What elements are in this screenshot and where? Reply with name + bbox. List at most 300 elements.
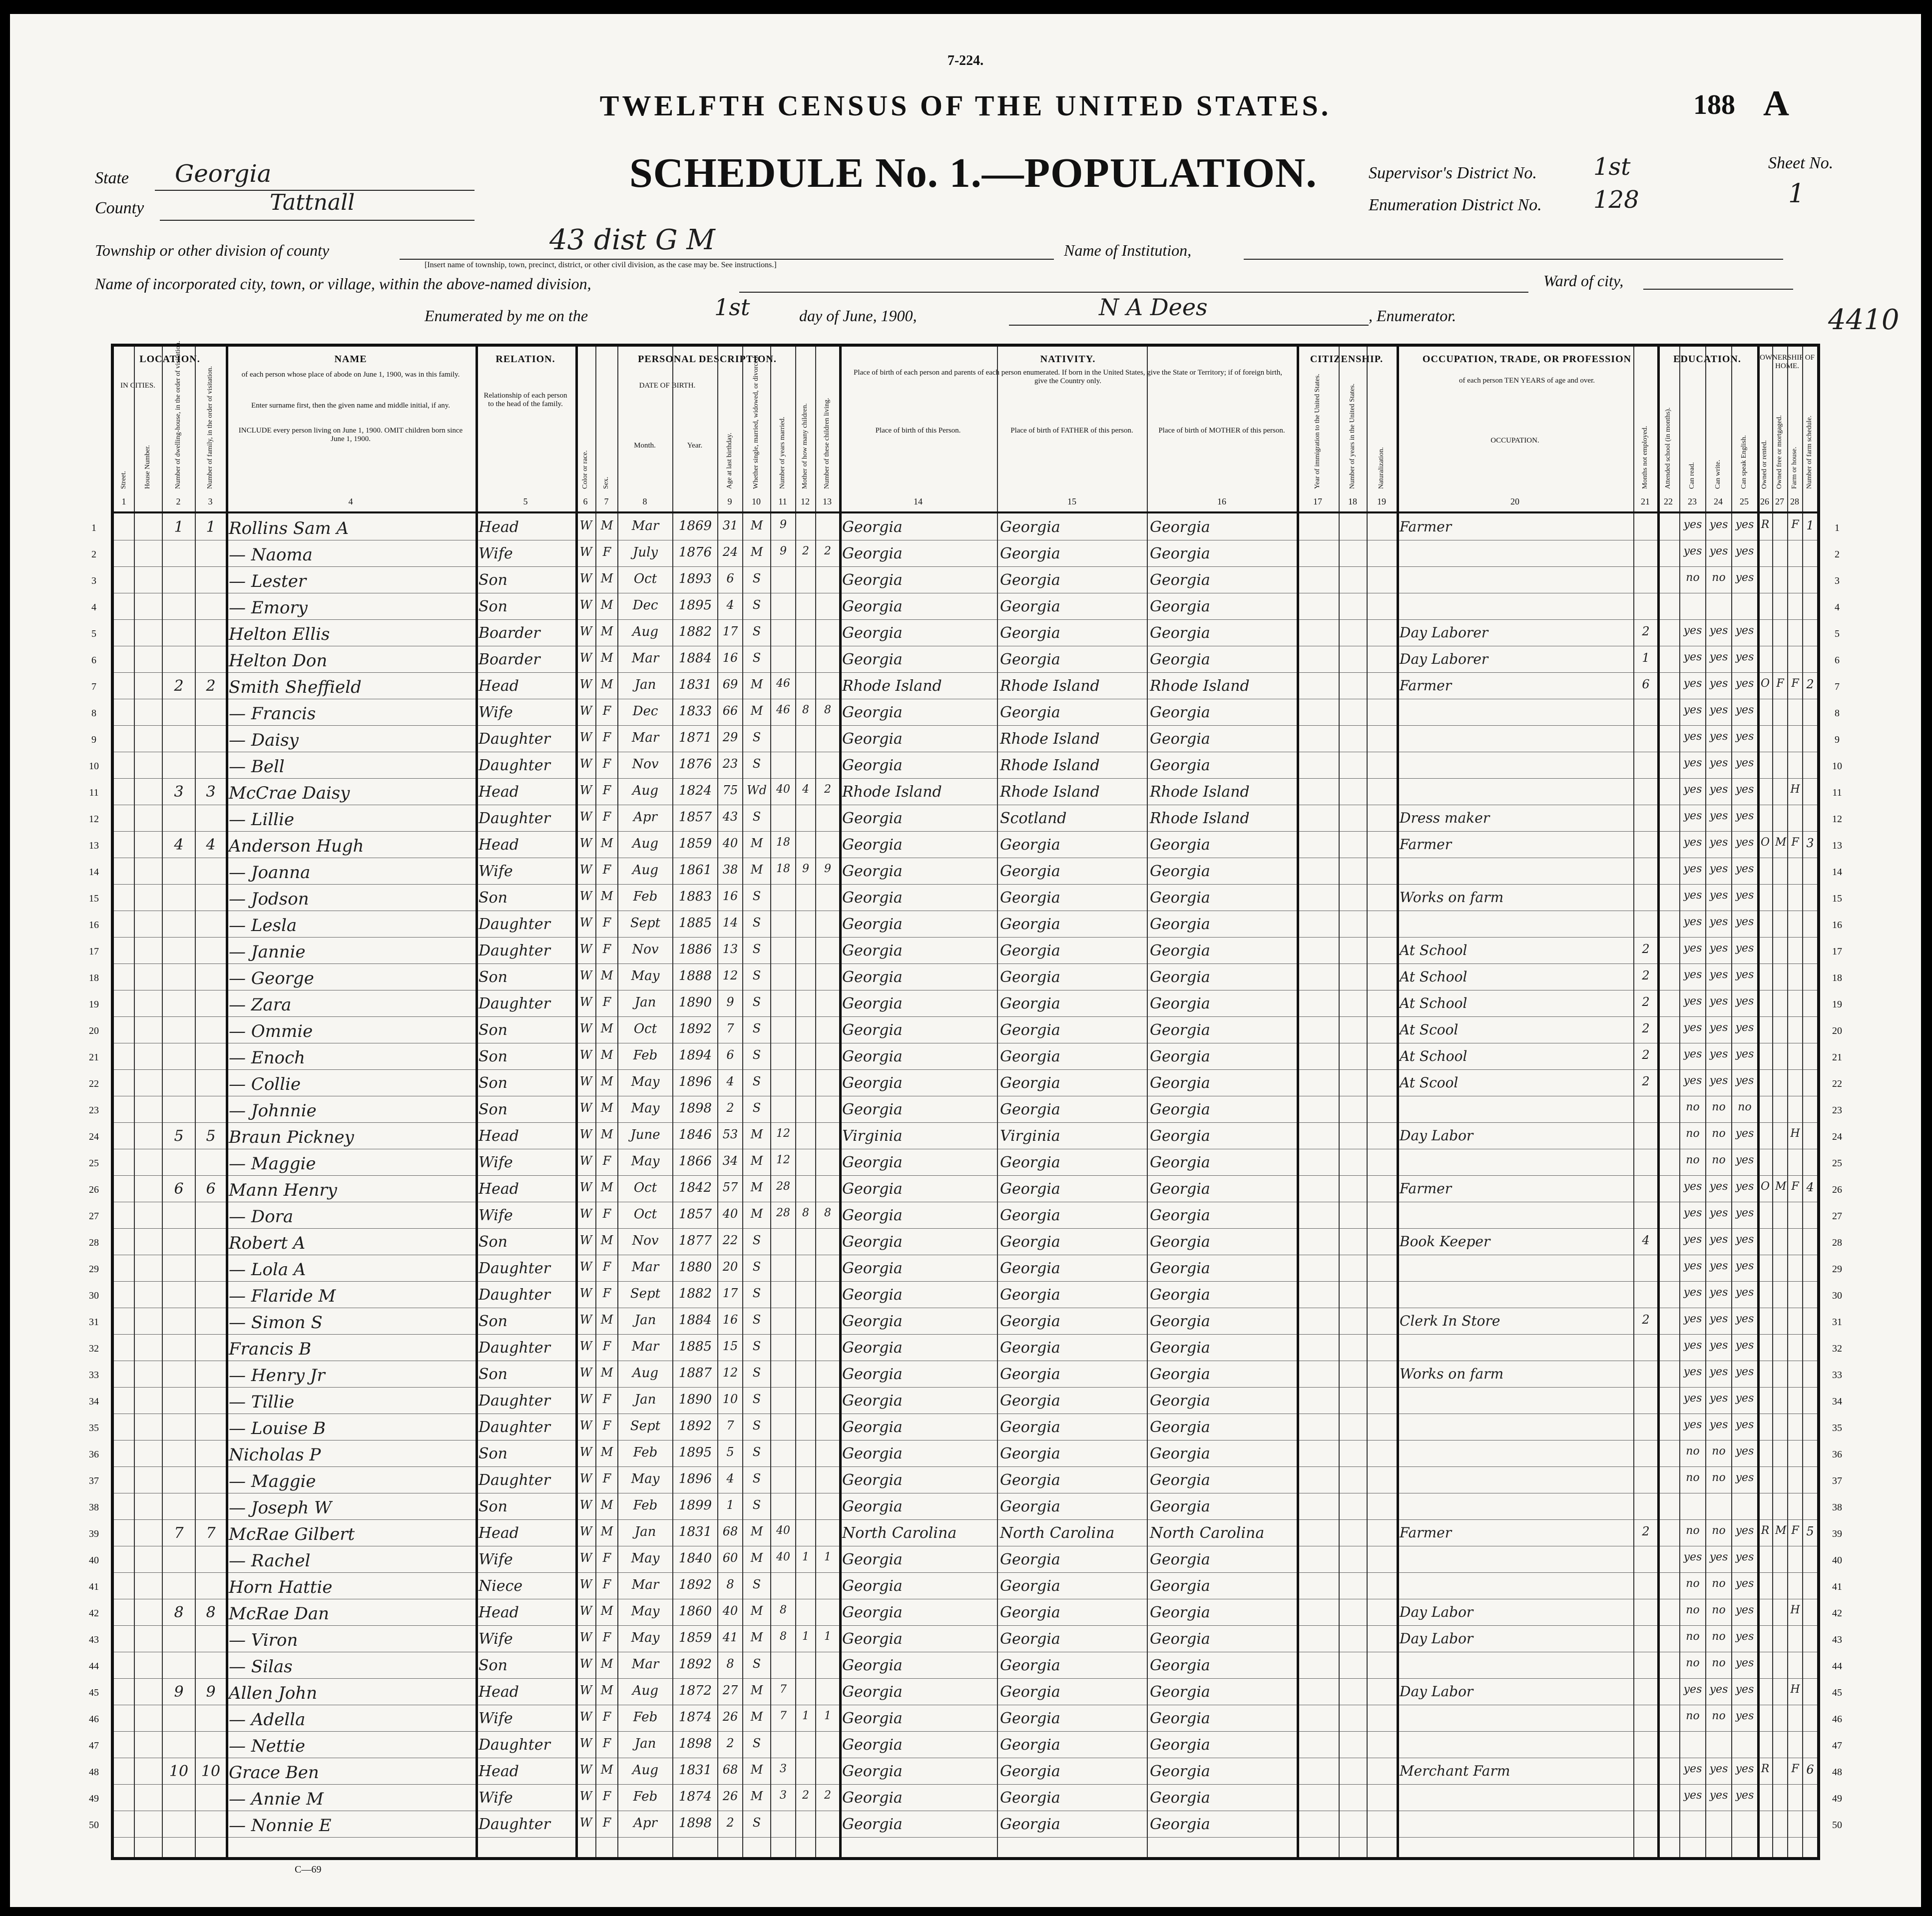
cell-pobm: Georgia (1150, 518, 1210, 536)
cell-name: — Silas (229, 1657, 293, 1677)
cell-relation: Son (479, 968, 507, 986)
cell-color: W (579, 1154, 592, 1168)
header-birth-mother: Place of birth of MOTHER of this person. (1158, 427, 1285, 435)
cell-pobf: Georgia (1000, 518, 1060, 536)
cell-ym: 9 (780, 518, 787, 531)
cell-write: yes (1709, 995, 1728, 1007)
cell-marital: S (752, 624, 761, 638)
cell-sex: M (600, 1233, 613, 1247)
cell-age: 38 (722, 863, 738, 877)
cell-cl: 2 (824, 1789, 831, 1802)
cell-name: — Lola A (229, 1260, 306, 1280)
column-rule (1339, 347, 1340, 1857)
line-number: 9 (91, 734, 96, 745)
cell-pob: Virginia (842, 1127, 903, 1145)
cell-pobf: Georgia (1000, 1313, 1060, 1330)
cell-mc: 9 (802, 863, 809, 875)
column-rule (1679, 347, 1680, 1857)
line-number-right: 3 (1835, 575, 1840, 586)
form-code: C—69 (295, 1864, 322, 1875)
cell-pobf: Georgia (1000, 1180, 1060, 1198)
cell-marital: S (752, 1339, 761, 1353)
cell-year: 1857 (678, 810, 712, 825)
column-rule (839, 347, 842, 1857)
cell-pob: Georgia (842, 1551, 903, 1568)
cell-year: 1890 (678, 995, 712, 1010)
header-immig-label: Year of immigration to the United States. (1314, 374, 1321, 489)
cell-age: 24 (722, 545, 738, 559)
cell-month: May (631, 1630, 660, 1645)
cell-free: F (1776, 677, 1784, 690)
line-number-right: 50 (1832, 1820, 1842, 1831)
column-rule (997, 347, 998, 1857)
line-number-right: 5 (1835, 628, 1840, 639)
cell-color: W (579, 1471, 592, 1485)
column-rule (1633, 347, 1634, 1857)
ward-label: Ward of city, (1543, 272, 1624, 290)
cell-pob: Georgia (842, 968, 903, 986)
cell-color: W (579, 1445, 592, 1459)
row-rule (114, 1731, 1817, 1732)
cell-marital: S (752, 730, 761, 744)
cell-eng: yes (1735, 863, 1754, 875)
cell-pob: Georgia (842, 1683, 903, 1701)
cell-relation: Wife (479, 863, 513, 880)
cell-name: — Zara (229, 995, 292, 1015)
cell-pobf: Georgia (1000, 704, 1060, 721)
cell-write: no (1712, 571, 1726, 584)
cell-year: 1898 (678, 1816, 712, 1831)
supervisor-label: Supervisor's District No. (1369, 164, 1537, 182)
cell-month: Mar (631, 651, 659, 666)
cell-pobf: Georgia (1000, 1260, 1060, 1277)
line-number-right: 41 (1832, 1581, 1842, 1592)
cell-pobf: Georgia (1000, 1154, 1060, 1171)
row-rule (114, 884, 1817, 885)
cell-pobf: Georgia (1000, 571, 1060, 589)
cell-relation: Daughter (479, 1471, 550, 1489)
cell-relation: Wife (479, 545, 513, 562)
cell-sex: M (600, 836, 613, 850)
cell-month: May (631, 1604, 660, 1619)
ward-underline (1643, 289, 1793, 290)
cell-sex: F (602, 1577, 611, 1591)
cell-occ: Day Labor (1400, 1630, 1473, 1647)
cell-eng: yes (1735, 1233, 1754, 1246)
cell-eng: yes (1735, 1419, 1754, 1431)
row-rule (114, 1122, 1817, 1123)
schedule-title: SCHEDULE No. 1.—POPULATION. (629, 150, 1317, 196)
cell-read: yes (1683, 545, 1702, 557)
cell-age: 4 (726, 1471, 734, 1485)
cell-color: W (579, 545, 592, 559)
cell-age: 43 (722, 810, 738, 824)
cell-year: 1866 (678, 1154, 712, 1169)
cell-relation: Head (479, 1524, 519, 1542)
cell-name: — Henry Jr (229, 1366, 325, 1386)
cell-pobm: Georgia (1150, 1816, 1210, 1833)
row-rule (114, 1387, 1817, 1388)
cell-pobf: Georgia (1000, 1551, 1060, 1568)
cell-eng: yes (1735, 757, 1754, 769)
cell-write: yes (1709, 1207, 1728, 1219)
cell-pobm: Georgia (1150, 1445, 1210, 1462)
cell-family: 10 (201, 1763, 221, 1780)
cell-month: Nov (632, 757, 659, 772)
cell-relation: Son (479, 1021, 507, 1039)
cell-eng: yes (1735, 1313, 1754, 1325)
cell-pobm: Georgia (1150, 1339, 1210, 1357)
line-number-right: 26 (1832, 1184, 1842, 1195)
cell-year: 1874 (678, 1710, 712, 1725)
header-sched-label: Number of farm schedule. (1806, 416, 1813, 489)
cell-eng: yes (1735, 1366, 1754, 1378)
cell-age: 7 (726, 1021, 734, 1035)
cell-color: W (579, 518, 592, 532)
cell-eng: yes (1735, 995, 1754, 1007)
cell-relation: Son (479, 1101, 507, 1118)
cell-month: Jan (634, 1392, 656, 1407)
cell-month: Jan (634, 677, 656, 692)
cell-mc: 2 (802, 545, 809, 557)
column-number: 17 (1313, 496, 1322, 506)
column-number: 20 (1510, 496, 1519, 506)
cell-age: 29 (722, 730, 738, 744)
cell-relation: Head (479, 677, 519, 695)
population-grid (89, 341, 1842, 1860)
cell-sex: F (602, 1260, 611, 1274)
cell-name: — Enoch (229, 1048, 305, 1068)
cell-age: 34 (722, 1154, 738, 1168)
cell-name: — Nettie (229, 1736, 305, 1756)
cell-year: 1896 (678, 1074, 712, 1089)
cell-marital: S (752, 1313, 761, 1327)
cell-relation: Daughter (479, 1339, 550, 1357)
cell-relation: Daughter (479, 1736, 550, 1754)
cell-occ: Day Labor (1400, 1127, 1473, 1144)
cell-ym: 8 (780, 1604, 787, 1616)
header-personal: PERSONAL DESCRIPTION. (638, 354, 777, 365)
cell-sex: F (602, 545, 611, 559)
cell-farm: F (1791, 1180, 1799, 1193)
cell-eng: yes (1735, 518, 1754, 531)
cell-age: 66 (722, 704, 738, 718)
cell-pobm: Georgia (1150, 1313, 1210, 1330)
cell-sex: M (600, 677, 613, 691)
cell-cl: 1 (824, 1710, 831, 1722)
cell-marital: M (750, 677, 763, 691)
cell-year: 1880 (678, 1260, 712, 1275)
cell-pobm: Rhode Island (1150, 783, 1250, 801)
cell-pob: Rhode Island (842, 677, 942, 695)
cell-year: 1872 (678, 1683, 712, 1698)
cell-pob: Georgia (842, 651, 903, 668)
column-rule (195, 347, 196, 1857)
cell-marital: M (750, 1207, 763, 1221)
cell-name: — Lester (229, 571, 306, 591)
column-number: 23 (1688, 496, 1697, 506)
cell-year: 1883 (678, 889, 712, 904)
cell-month: Aug (632, 1763, 659, 1778)
cell-year: 1857 (678, 1207, 712, 1222)
column-number: 16 (1217, 496, 1226, 506)
row-rule (114, 1572, 1817, 1573)
cell-marital: M (750, 1630, 763, 1644)
cell-color: W (579, 1736, 592, 1750)
line-number-right: 25 (1832, 1158, 1842, 1169)
cell-sex: M (600, 571, 613, 585)
cell-read: yes (1683, 1419, 1702, 1431)
enumeration-label: Enumeration District No. (1369, 196, 1542, 214)
cell-year: 1876 (678, 757, 712, 772)
cell-mc: 8 (802, 704, 809, 716)
line-number: 32 (89, 1343, 99, 1354)
cell-read: no (1686, 1101, 1700, 1113)
enumerator-name: N A Dees (1099, 294, 1208, 321)
column-rule (1757, 347, 1760, 1857)
cell-relation: Head (479, 1180, 519, 1198)
cell-sex: F (602, 995, 611, 1009)
line-number-right: 9 (1835, 734, 1840, 745)
cell-name: — Simon S (229, 1313, 323, 1333)
cell-year: 1874 (678, 1789, 712, 1804)
cell-read: no (1686, 1154, 1700, 1166)
line-number-right: 6 (1835, 655, 1840, 666)
cell-eng: yes (1735, 836, 1754, 849)
header-in-cities: IN CITIES. (120, 382, 155, 390)
cell-read: yes (1683, 1048, 1702, 1060)
cell-read: no (1686, 1657, 1700, 1669)
header-street-label: Street. (120, 471, 127, 489)
line-number: 39 (89, 1528, 99, 1539)
cell-pobm: Georgia (1150, 836, 1210, 854)
cell-dwelling: 10 (169, 1763, 189, 1780)
cell-month: Aug (632, 1366, 659, 1381)
line-number: 23 (89, 1105, 99, 1116)
column-rule (770, 347, 771, 1857)
cell-pobm: Georgia (1150, 889, 1210, 907)
cell-sex: M (600, 1313, 613, 1327)
column-number: 3 (208, 496, 213, 506)
cell-read: yes (1683, 624, 1702, 637)
cell-year: 1861 (678, 863, 712, 878)
cell-month: May (631, 1471, 660, 1486)
cell-color: W (579, 942, 592, 956)
row-rule (114, 937, 1817, 938)
cell-pobm: Georgia (1150, 942, 1210, 959)
cell-name: Anderson Hugh (229, 836, 364, 856)
cell-pob: Georgia (842, 1736, 903, 1754)
cell-pobm: Georgia (1150, 1154, 1210, 1171)
cell-month: May (631, 1154, 660, 1169)
cell-pob: Georgia (842, 730, 903, 748)
header-natur-label: Naturalization. (1378, 447, 1385, 489)
cell-eng: yes (1735, 1683, 1754, 1696)
line-number-right: 37 (1832, 1475, 1842, 1486)
cell-pobf: Georgia (1000, 1471, 1060, 1489)
cell-pobm: Rhode Island (1150, 677, 1250, 695)
cell-age: 20 (722, 1260, 738, 1274)
cell-pobm: Georgia (1150, 1392, 1210, 1410)
cell-eng: yes (1735, 1657, 1754, 1669)
cell-color: W (579, 1816, 592, 1830)
cell-year: 1898 (678, 1101, 712, 1116)
cell-month: Mar (631, 1339, 659, 1354)
cell-read: yes (1683, 651, 1702, 663)
cell-year: 1882 (678, 624, 712, 639)
cell-color: W (579, 995, 592, 1009)
cell-name: Helton Ellis (229, 624, 330, 644)
cell-year: 1871 (678, 730, 712, 745)
cell-color: W (579, 757, 592, 771)
line-number-right: 32 (1832, 1343, 1842, 1354)
cell-mc: 8 (802, 1207, 809, 1219)
cell-month: May (631, 1551, 660, 1566)
cell-month: Dec (632, 598, 658, 613)
column-rule (1787, 347, 1788, 1857)
header-ownership: OWNERSHIP OF HOME. (1760, 354, 1815, 370)
cell-age: 17 (722, 1286, 738, 1300)
cell-ym: 40 (776, 783, 790, 796)
enumerated-middle: day of June, 1900, (799, 307, 917, 325)
cell-color: W (579, 968, 592, 982)
column-rule (1397, 347, 1399, 1857)
census-title: TWELFTH CENSUS OF THE UNITED STATES. (599, 89, 1332, 122)
cell-pobm: Georgia (1150, 1260, 1210, 1277)
cell-age: 1 (726, 1498, 734, 1512)
cell-sex: M (600, 651, 613, 665)
column-rule (617, 347, 618, 1857)
cell-relation: Boarder (479, 651, 540, 668)
column-number: 18 (1348, 496, 1357, 506)
column-rule (226, 347, 228, 1857)
cell-name: Helton Don (229, 651, 328, 671)
column-number: 5 (523, 496, 528, 506)
cell-relation: Wife (479, 1154, 513, 1171)
line-number: 49 (89, 1793, 99, 1804)
cell-write: no (1712, 1127, 1726, 1140)
cell-color: W (579, 1763, 592, 1777)
cell-relation: Daughter (479, 942, 550, 959)
cell-read: yes (1683, 704, 1702, 716)
cell-color: W (579, 598, 592, 612)
column-number: 21 (1641, 496, 1650, 506)
line-number: 36 (89, 1449, 99, 1460)
cell-name: — Johnnie (229, 1101, 317, 1121)
cell-occ: Day Laborer (1400, 651, 1488, 667)
cell-pobf: Georgia (1000, 889, 1060, 907)
line-number: 40 (89, 1555, 99, 1566)
cell-family: 2 (206, 677, 216, 695)
cell-sched: 4 (1806, 1180, 1814, 1194)
cell-year: 1876 (678, 545, 712, 560)
cell-pob: Georgia (842, 1816, 903, 1833)
cell-name: — Emory (229, 598, 308, 618)
cell-pobm: Georgia (1150, 1577, 1210, 1595)
line-number: 17 (89, 946, 99, 957)
line-number-right: 17 (1832, 946, 1842, 957)
cell-relation: Head (479, 1604, 519, 1621)
cell-write: yes (1709, 1419, 1728, 1431)
cell-marital: S (752, 1816, 761, 1830)
cell-name: — Daisy (229, 730, 299, 750)
cell-marital: M (750, 704, 763, 718)
cell-own: R (1761, 1763, 1770, 1775)
cell-pob: Rhode Island (842, 783, 942, 801)
cell-read: yes (1683, 1683, 1702, 1696)
cell-read: yes (1683, 916, 1702, 928)
cell-month: Aug (632, 624, 659, 639)
cell-relation: Son (479, 571, 507, 589)
cell-sex: F (602, 1551, 611, 1565)
cell-color: W (579, 1207, 592, 1221)
cell-age: 23 (722, 757, 738, 771)
line-number: 1 (91, 522, 96, 533)
column-rule (795, 347, 796, 1857)
cell-pob: Georgia (842, 1657, 903, 1674)
cell-month: Sept (630, 1419, 661, 1434)
cell-pobf: Georgia (1000, 1101, 1060, 1118)
row-rule (114, 1281, 1817, 1282)
cell-pobf: Virginia (1000, 1127, 1060, 1145)
cell-marital: S (752, 810, 761, 824)
cell-relation: Wife (479, 1207, 513, 1224)
cell-own: O (1760, 836, 1770, 849)
cell-year: 1831 (678, 1763, 712, 1778)
cell-pobf: Georgia (1000, 1683, 1060, 1701)
county-value: Tattnall (270, 190, 355, 215)
cell-name: — Maggie (229, 1471, 316, 1491)
cell-read: yes (1683, 757, 1702, 769)
cell-pob: Georgia (842, 1207, 903, 1224)
cell-sex: F (602, 1286, 611, 1300)
cell-name: Nicholas P (229, 1445, 321, 1465)
header-citizenship: CITIZENSHIP. (1310, 354, 1384, 365)
cell-pobm: Georgia (1150, 1789, 1210, 1807)
cell-eng: yes (1735, 1048, 1754, 1060)
row-rule (114, 619, 1817, 620)
cell-write: yes (1709, 942, 1728, 955)
cell-pobf: Georgia (1000, 1445, 1060, 1462)
cell-marital: S (752, 1736, 761, 1750)
cell-age: 57 (722, 1180, 738, 1194)
line-number-right: 12 (1832, 814, 1842, 825)
cell-pobm: Georgia (1150, 1207, 1210, 1224)
cell-year: 1884 (678, 1313, 712, 1328)
cell-unemp: 2 (1642, 1021, 1650, 1035)
header-nativity: NATIVITY. (1040, 354, 1096, 365)
cell-marital: S (752, 1048, 761, 1062)
line-number-right: 22 (1832, 1078, 1842, 1089)
cell-eng: yes (1735, 1630, 1754, 1643)
line-number: 24 (89, 1131, 99, 1142)
cell-year: 1877 (678, 1233, 712, 1248)
cell-year: 1894 (678, 1048, 712, 1063)
cell-read: yes (1683, 1763, 1702, 1775)
line-number-right: 14 (1832, 867, 1842, 878)
cell-marital: S (752, 1577, 761, 1591)
column-rule (1705, 347, 1706, 1857)
cell-sex: M (600, 1445, 613, 1459)
line-number: 33 (89, 1370, 99, 1381)
cell-marital: S (752, 1286, 761, 1300)
cell-pob: Georgia (842, 1789, 903, 1807)
cell-ym: 12 (776, 1154, 790, 1166)
cell-sched: 3 (1806, 836, 1814, 850)
cell-eng: yes (1735, 1763, 1754, 1775)
line-number-right: 39 (1832, 1528, 1842, 1539)
cell-write: yes (1709, 783, 1728, 796)
